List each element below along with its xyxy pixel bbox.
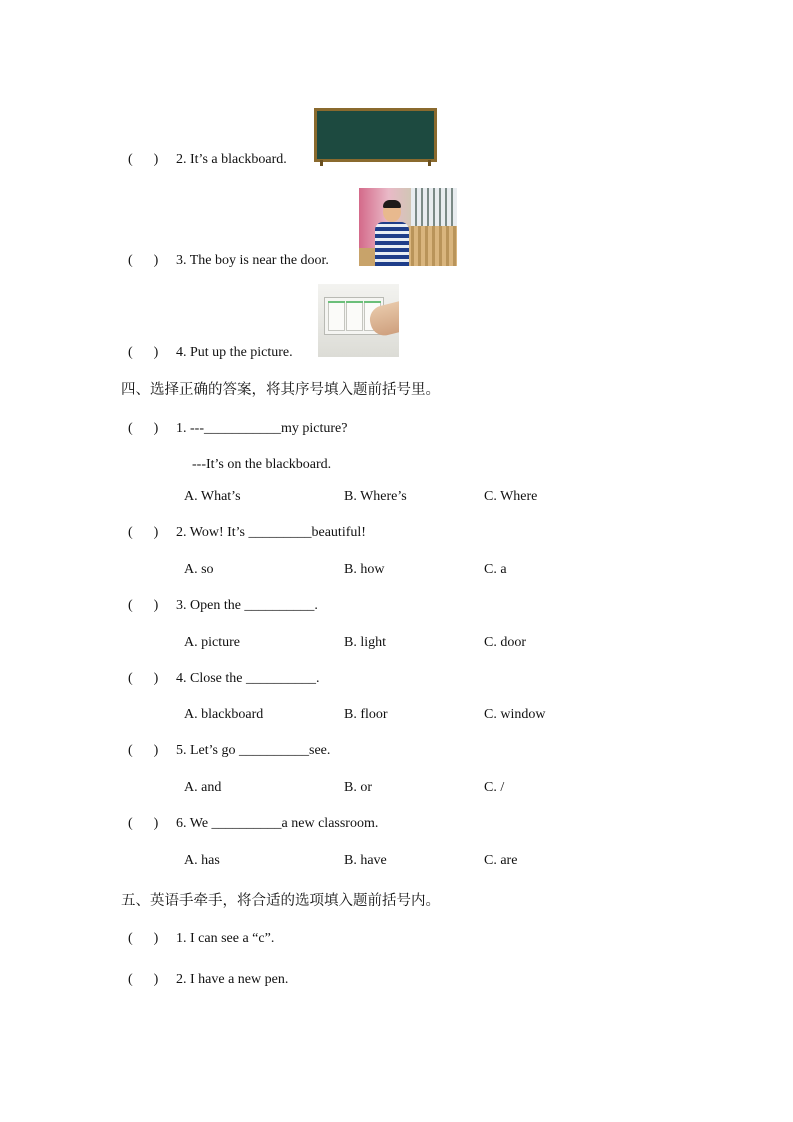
option-a: A. picture — [184, 635, 240, 650]
question-text: 1. ---___________my picture? — [176, 421, 348, 436]
option-b: B. floor — [344, 707, 388, 722]
answer-bracket: ( ) — [128, 671, 159, 686]
question-text: 3. The boy is near the door. — [176, 253, 329, 268]
question-text: 5. Let’s go __________see. — [176, 743, 331, 758]
option-b: B. light — [344, 635, 387, 650]
option-c: C. door — [484, 635, 526, 650]
answer-bracket: ( ) — [128, 253, 159, 268]
answer-bracket: ( ) — [128, 972, 159, 987]
option-b: B. how — [344, 562, 385, 577]
blackboard-image — [314, 108, 437, 162]
option-c: C. window — [484, 707, 546, 722]
option-a: A. so — [184, 562, 214, 577]
answer-bracket: ( ) — [128, 743, 159, 758]
question-text: 2. Wow! It’s _________beautiful! — [176, 525, 366, 540]
answer-bracket: ( ) — [128, 421, 159, 436]
question-text: 3. Open the __________. — [176, 598, 318, 613]
option-a: A. What’s — [184, 489, 241, 504]
option-a: A. and — [184, 780, 222, 795]
question-text: 2. It’s a blackboard. — [176, 152, 287, 167]
option-a: A. has — [184, 853, 220, 868]
option-b: B. have — [344, 853, 387, 868]
section-heading: 五、英语手牵手，将合适的选项填入题前括号内。 — [121, 893, 440, 909]
light-switch-photo — [318, 284, 399, 357]
answer-bracket: ( ) — [128, 598, 159, 613]
answer-bracket: ( ) — [128, 816, 159, 831]
answer-bracket: ( ) — [128, 345, 159, 360]
option-c: C. are — [484, 853, 518, 868]
option-a: A. blackboard — [184, 707, 264, 722]
question-text: 1. I can see a “c”. — [176, 931, 275, 946]
question-text: 4. Put up the picture. — [176, 345, 293, 360]
option-b: B. Where’s — [344, 489, 407, 504]
option-c: C. a — [484, 562, 507, 577]
question-text: 6. We __________a new classroom. — [176, 816, 379, 831]
option-b: B. or — [344, 780, 372, 795]
answer-bracket: ( ) — [128, 931, 159, 946]
question-text: 2. I have a new pen. — [176, 972, 289, 987]
answer-bracket: ( ) — [128, 525, 159, 540]
option-c: C. Where — [484, 489, 538, 504]
dialogue-reply: ---It’s on the blackboard. — [192, 457, 332, 472]
answer-bracket: ( ) — [128, 152, 159, 167]
boy-photo — [359, 188, 457, 266]
option-c: C. / — [484, 780, 505, 795]
section-heading: 四、选择正确的答案，将其序号填入题前括号里。 — [121, 382, 440, 398]
question-text: 4. Close the __________. — [176, 671, 320, 686]
